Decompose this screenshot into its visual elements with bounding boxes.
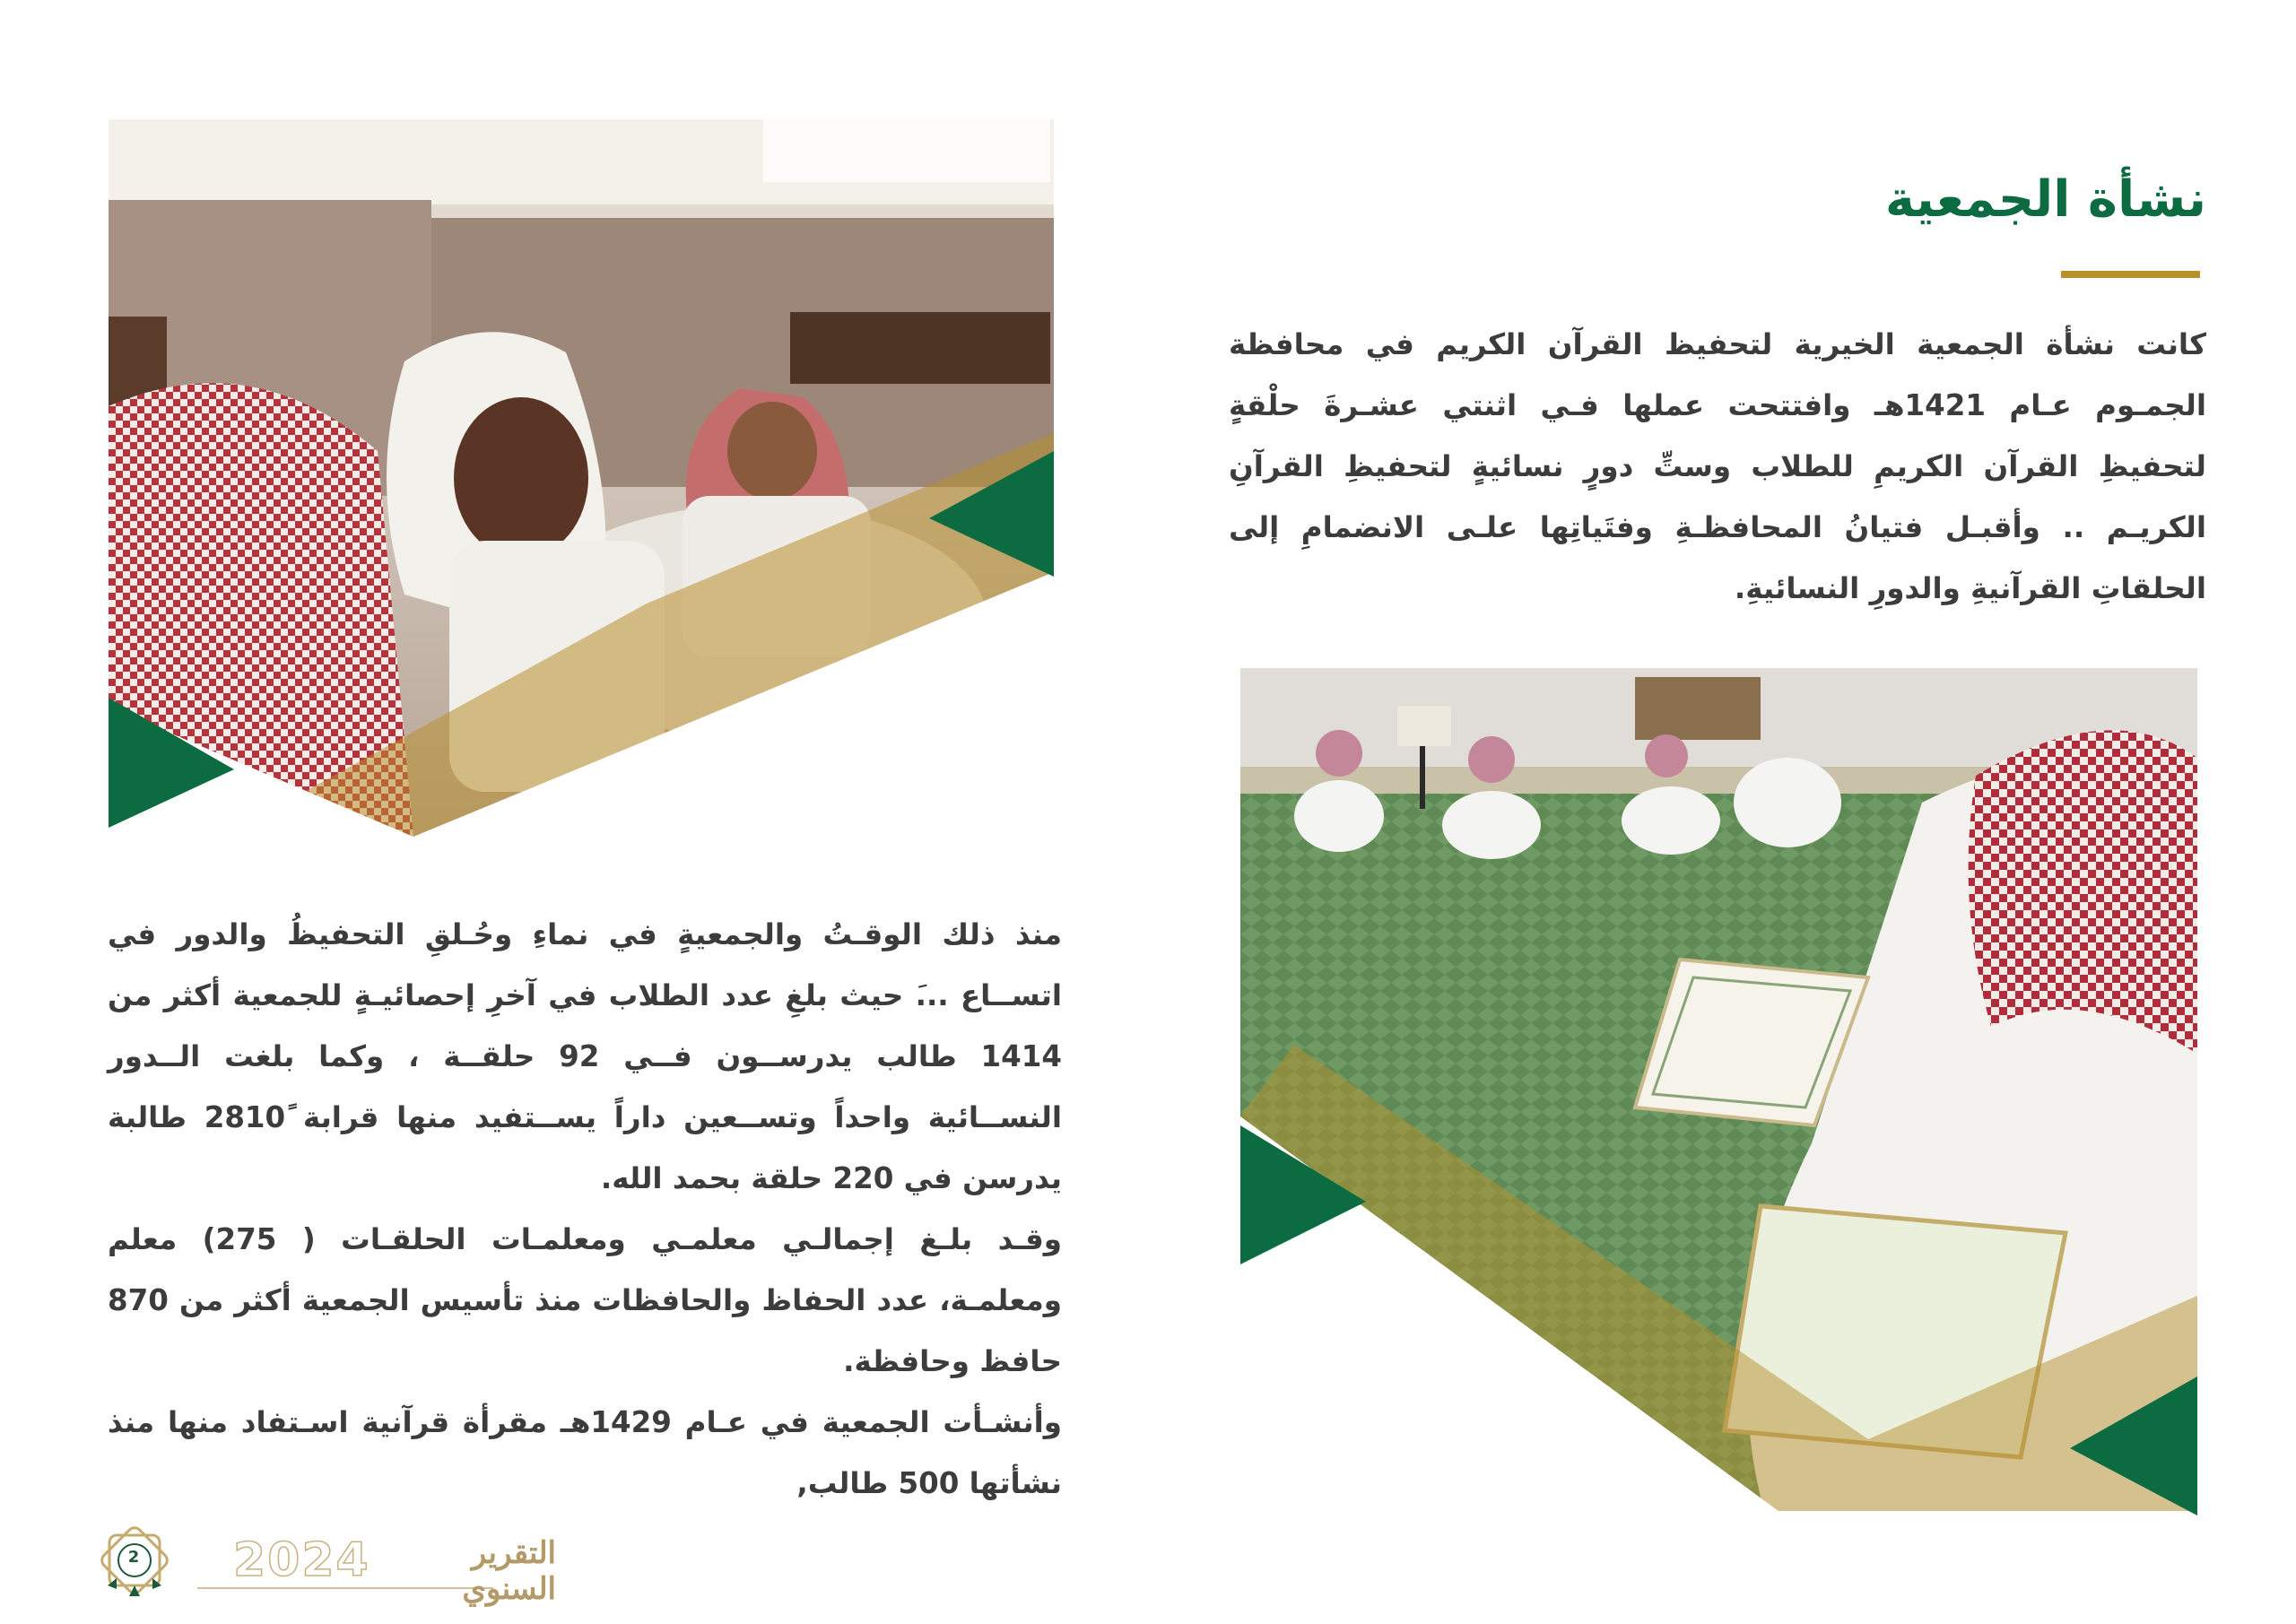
students-reading-photo — [1240, 668, 2197, 1520]
page-number: 2 — [127, 1548, 140, 1567]
students-photo-top — [109, 119, 1054, 837]
footer-year: 2024 — [233, 1533, 370, 1587]
intro-text-block — [1229, 314, 2206, 619]
history-paragraph-2: وقـد بلـغ إجمالـي معلمـي ومعلمـات الحلقـات ( 275) معلم ومعلمـة، عدد الحفاظ والحافظات منذ تأسيس الجمعية أكثر من 870 حافظ وحافظة. — [108, 1222, 1063, 1378]
history-paragraph-1: منذ ذلك الوقـتُ والجمعيةٍ في نماءِ وحُـلقِ التحفيظُ والدور في اتســاع ...َ حيث بلغِ عدد الطلاب في آخرِ إحصائيـةٍ للجمعية أكثر من 1414 طالب يدرســون فــي 92 حلقــة ، وكما بلغت الــدور النســائية واحداً وتســعين داراً يســتفيد منها قرابة 2810ً طالبة يدرسن في 220 حلقة بحمد الله. — [108, 917, 1063, 1195]
history-paragraph-3: وأنشـأت الجمعية في عـام 1429هـ مقرأة قرآنية اسـتفاد منها منذ نشأتها 500 طالب, — [108, 1405, 1062, 1500]
title-underline — [2061, 271, 2200, 278]
intro-paragraph: كانت نشأة الجمعية الخيرية لتحفيظ القرآن الكريم في محافظة الجمـوم عـام 1421هـ وافتتحت عملها فـي اثنتي عشـرةَ حلْقةٍ لتحفيظِ القرآن الكريمِ للطلاب وستِّ دورٍ نسائيةٍ لتحفيظِ القرآنِ الكريـم .. وأقبـل فتيانُ المحافظـةِ وفتَياتِها علـى الانضمامِ إلى الحلقاتِ القرآنيةِ والدورِ النسائيةِ. — [1229, 327, 2207, 605]
page-footer — [90, 1515, 556, 1614]
annual-report-logo: التقرير السنوي — [462, 1535, 556, 1607]
page-title: نشأة الجمعية — [1884, 170, 2206, 229]
history-text-block — [108, 904, 1062, 1514]
